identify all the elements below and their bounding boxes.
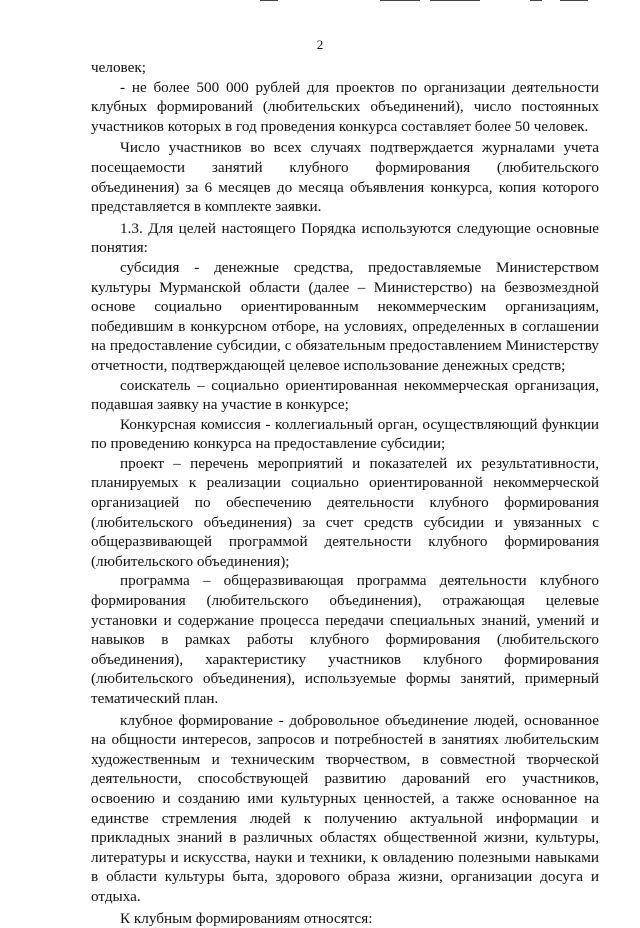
paragraph: субсидия - денежные средства, предоставляемые Министерством культуры Мурманской области (далее – Министерство) на безвозмездной основе социально ориентированным некоммерческим организациям, победившим в конкурсном отборе, на условиях, определенных в соглашении на предоставление субсидии, с обязательным предоставлением Министерству отчетности, подтверждающей целевое использование денежных средств; (91, 258, 599, 374)
paragraph: клубное формирование - добровольное объединение людей, основанное на общности интересов, запросов и потребностей в занятиях любительским художественным и техническим творчеством, в совместной творческой деятельности, способствующей развитию дарований его участников, освоению и созданию ими культурных ценностей, а также основанное на единстве стремления людей к получению актуальной информации и прикладных знаний в различных областях общественной жизни, культуры, литературы и искусства, науки и техники, к овладению полезными навыками в области культуры быта, здорового образа жизни, организации досуга и отдыха. (91, 711, 599, 905)
paragraph: - не более 500 000 рублей для проектов по организации деятельности клубных формирований (любительских объединений), число постоянных участников которых в год проведения конкурса составляет более 50 человек. (91, 78, 599, 135)
paragraph: соискатель – социально ориентированная некоммерческая организация, подавшая заявку на участие в конкурсе; (91, 376, 599, 414)
page-number: 2 (316, 37, 324, 52)
scan-edge-marks (260, 0, 590, 4)
paragraph: Конкурсная комиссия - коллегиальный орган, осуществляющий функции по проведению конкурса на предоставление субсидии; (91, 415, 599, 453)
paragraph: К клубным формированиям относятся: (120, 909, 373, 927)
paragraph: 1.3. Для целей настоящего Порядка используются следующие основные понятия: (91, 219, 599, 257)
document-body (91, 58, 599, 928)
paragraph: проект – перечень мероприятий и показателей их результативности, планируемых к реализации социально ориентированной некоммерческой организацией по обеспечению деятельности клубного формирования (любительского объединения) за счет средств субсидии и увязанных с общеразвивающей программой деятельности клубного формирования (любительского объединения); (91, 454, 599, 570)
paragraph: человек; (91, 59, 146, 76)
paragraph: программа – общеразвивающая программа деятельности клубного формирования (любительского объединения), отражающая целевые установки и содержание процесса передачи специальных знаний, умений и навыков в рамках работы клубного формирования (любительского объединения), характеристику участников клубного формирования (любительского объединения), используемые формы занятий, примерный тематический план. (91, 572, 599, 707)
paragraph: Число участников во всех случаях подтверждается журналами учета посещаемости занятий клубного формирования (любительского объединения) за 6 месяцев до месяца объявления конкурса, копия которого представляется в комплекте заявки. (91, 139, 599, 216)
